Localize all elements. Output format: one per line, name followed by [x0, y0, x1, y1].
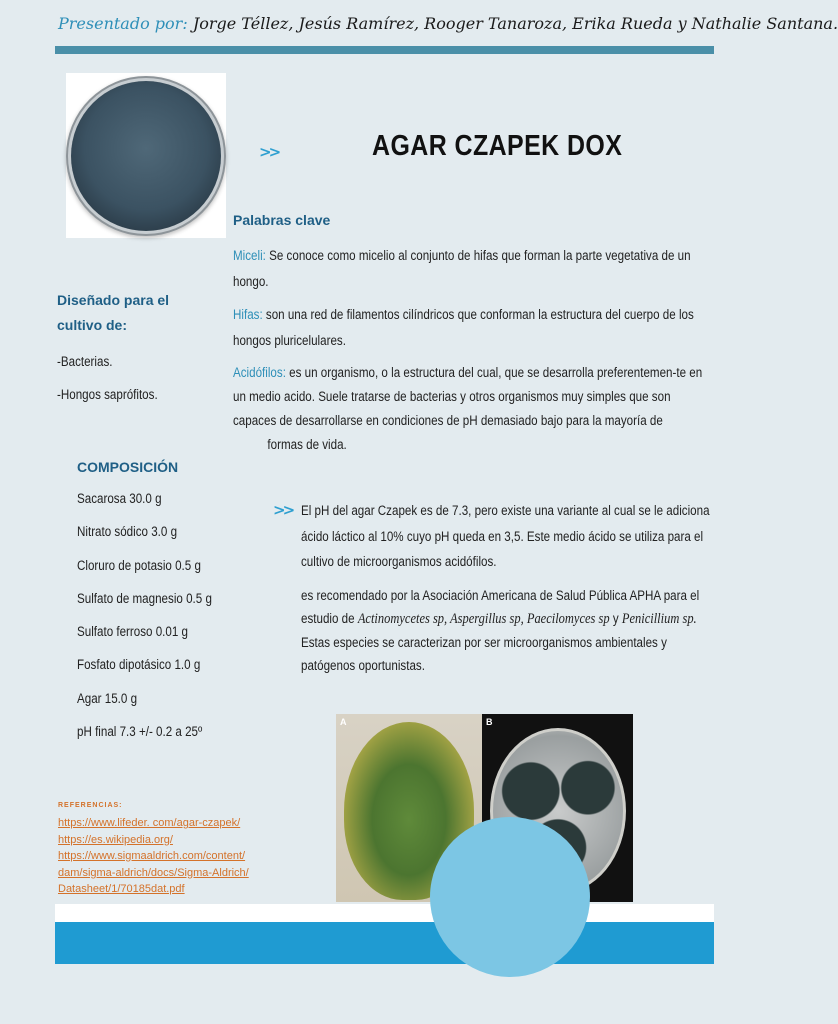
- term-micelio: Miceli:: [233, 248, 266, 263]
- list-item: -Bacterias.: [57, 354, 113, 369]
- species-penicillium: Penicillium sp.: [621, 611, 697, 627]
- arrow-bullet-icon: >>: [259, 143, 279, 161]
- list-item: -Hongos saprófitos.: [57, 387, 158, 402]
- photo-label-a: A: [340, 717, 347, 727]
- acidofilos-last-line: formas de vida.: [267, 437, 347, 452]
- list-item: Sulfato ferroso 0.01 g: [77, 624, 189, 640]
- definition-micelio: [233, 243, 715, 295]
- reference-link[interactable]: https://www.sigmaaldrich.com/content/: [58, 850, 246, 862]
- designed-heading: Diseñado para el cultivo de:: [57, 292, 170, 333]
- presented-label: Presentado por:: [58, 14, 188, 33]
- reference-link[interactable]: dam/sigma-aldrich/docs/Sigma-Aldrich/: [58, 866, 249, 879]
- references-list: [58, 815, 249, 898]
- composition-heading: COMPOSICIÓN: [77, 459, 179, 475]
- agar-plate: [71, 81, 221, 231]
- reference-link[interactable]: https://es.wikipedia.org/: [58, 833, 173, 846]
- micelio-text: Se conoce como micelio al conjunto de hifas que forman la parte vegetativa de un hongo.: [233, 248, 691, 289]
- term-acidofilos: Acidófilos:: [233, 365, 286, 380]
- reference-link[interactable]: https://www.lifeder. com/agar-czapek/: [58, 817, 241, 829]
- header-divider: [55, 46, 714, 54]
- acidofilos-text: es un organismo, o la estructura del cual, que se desarrolla preferentemen-te en un medio acido. Suele tratarse de bacterias y otros organismos muy simples que son capaces de desarrollarse en condiciones de pH demasiado bajo para la mayoría de: [233, 365, 703, 428]
- reference-link[interactable]: Datasheet/1/70185dat.pdf: [58, 883, 185, 895]
- photo-label-b: B: [486, 717, 493, 727]
- list-item: Agar 15.0 g: [77, 690, 138, 706]
- composition-list: [77, 482, 212, 748]
- definition-hifas: [233, 302, 715, 354]
- recommended-paragraph: [301, 584, 714, 677]
- footer-strip: [55, 904, 714, 922]
- header-authors: [58, 14, 838, 33]
- ph-paragraph: El pH del agar Czapek es de 7.3, pero existe una variante al cual se le adiciona ácido láctico al 10% cuyo pH queda en 3,5. Este medio ácido se utiliza para el cultivo de microorganismos acidófilos.: [301, 503, 710, 569]
- list-item: Nitrato sódico 3.0 g: [77, 524, 178, 540]
- list-item: Sulfato de magnesio 0.5 g: [77, 590, 212, 606]
- keywords-heading: Palabras clave: [233, 212, 331, 228]
- list-item: Cloruro de potasio 0.5 g: [77, 557, 201, 573]
- species-list: Actinomycetes sp, Aspergillus sp, Paecilomyces sp: [357, 611, 610, 627]
- list-item: Fosfato dipotásico 1.0 g: [77, 657, 201, 673]
- footer-bar: [55, 922, 714, 964]
- authors-text: Jorge Téllez, Jesús Ramírez, Rooger Tanaroza, Erika Rueda y Nathalie Santana.: [192, 14, 838, 33]
- rec-text-c: Estas especies se caracterizan por ser microorganismos ambientales y patógenos oportunistas.: [301, 635, 667, 673]
- list-item: Sacarosa 30.0 g: [77, 491, 162, 506]
- rec-text-a: es recomendado por la Asociación Americana de Salud Pública APHA para el estudio de: [301, 588, 700, 626]
- page-title: AGAR CZAPEK DOX: [372, 130, 623, 162]
- footer-circle-decoration: [430, 817, 590, 977]
- petri-dish-image: [66, 73, 226, 238]
- rec-text-b: y: [609, 611, 622, 626]
- arrow-bullet-icon: >>: [273, 501, 293, 519]
- definition-acidofilos: [233, 361, 715, 457]
- references-heading: REFERENCIAS:: [58, 802, 123, 809]
- hifas-text: son una red de filamentos cilíndricos que conforman la estructura del cuerpo de los hongos pluricelulares.: [233, 307, 694, 348]
- list-item: pH final 7.3 +/- 0.2 a 25º: [77, 724, 203, 740]
- term-hifas: Hifas:: [233, 307, 263, 322]
- designed-list: [57, 345, 158, 411]
